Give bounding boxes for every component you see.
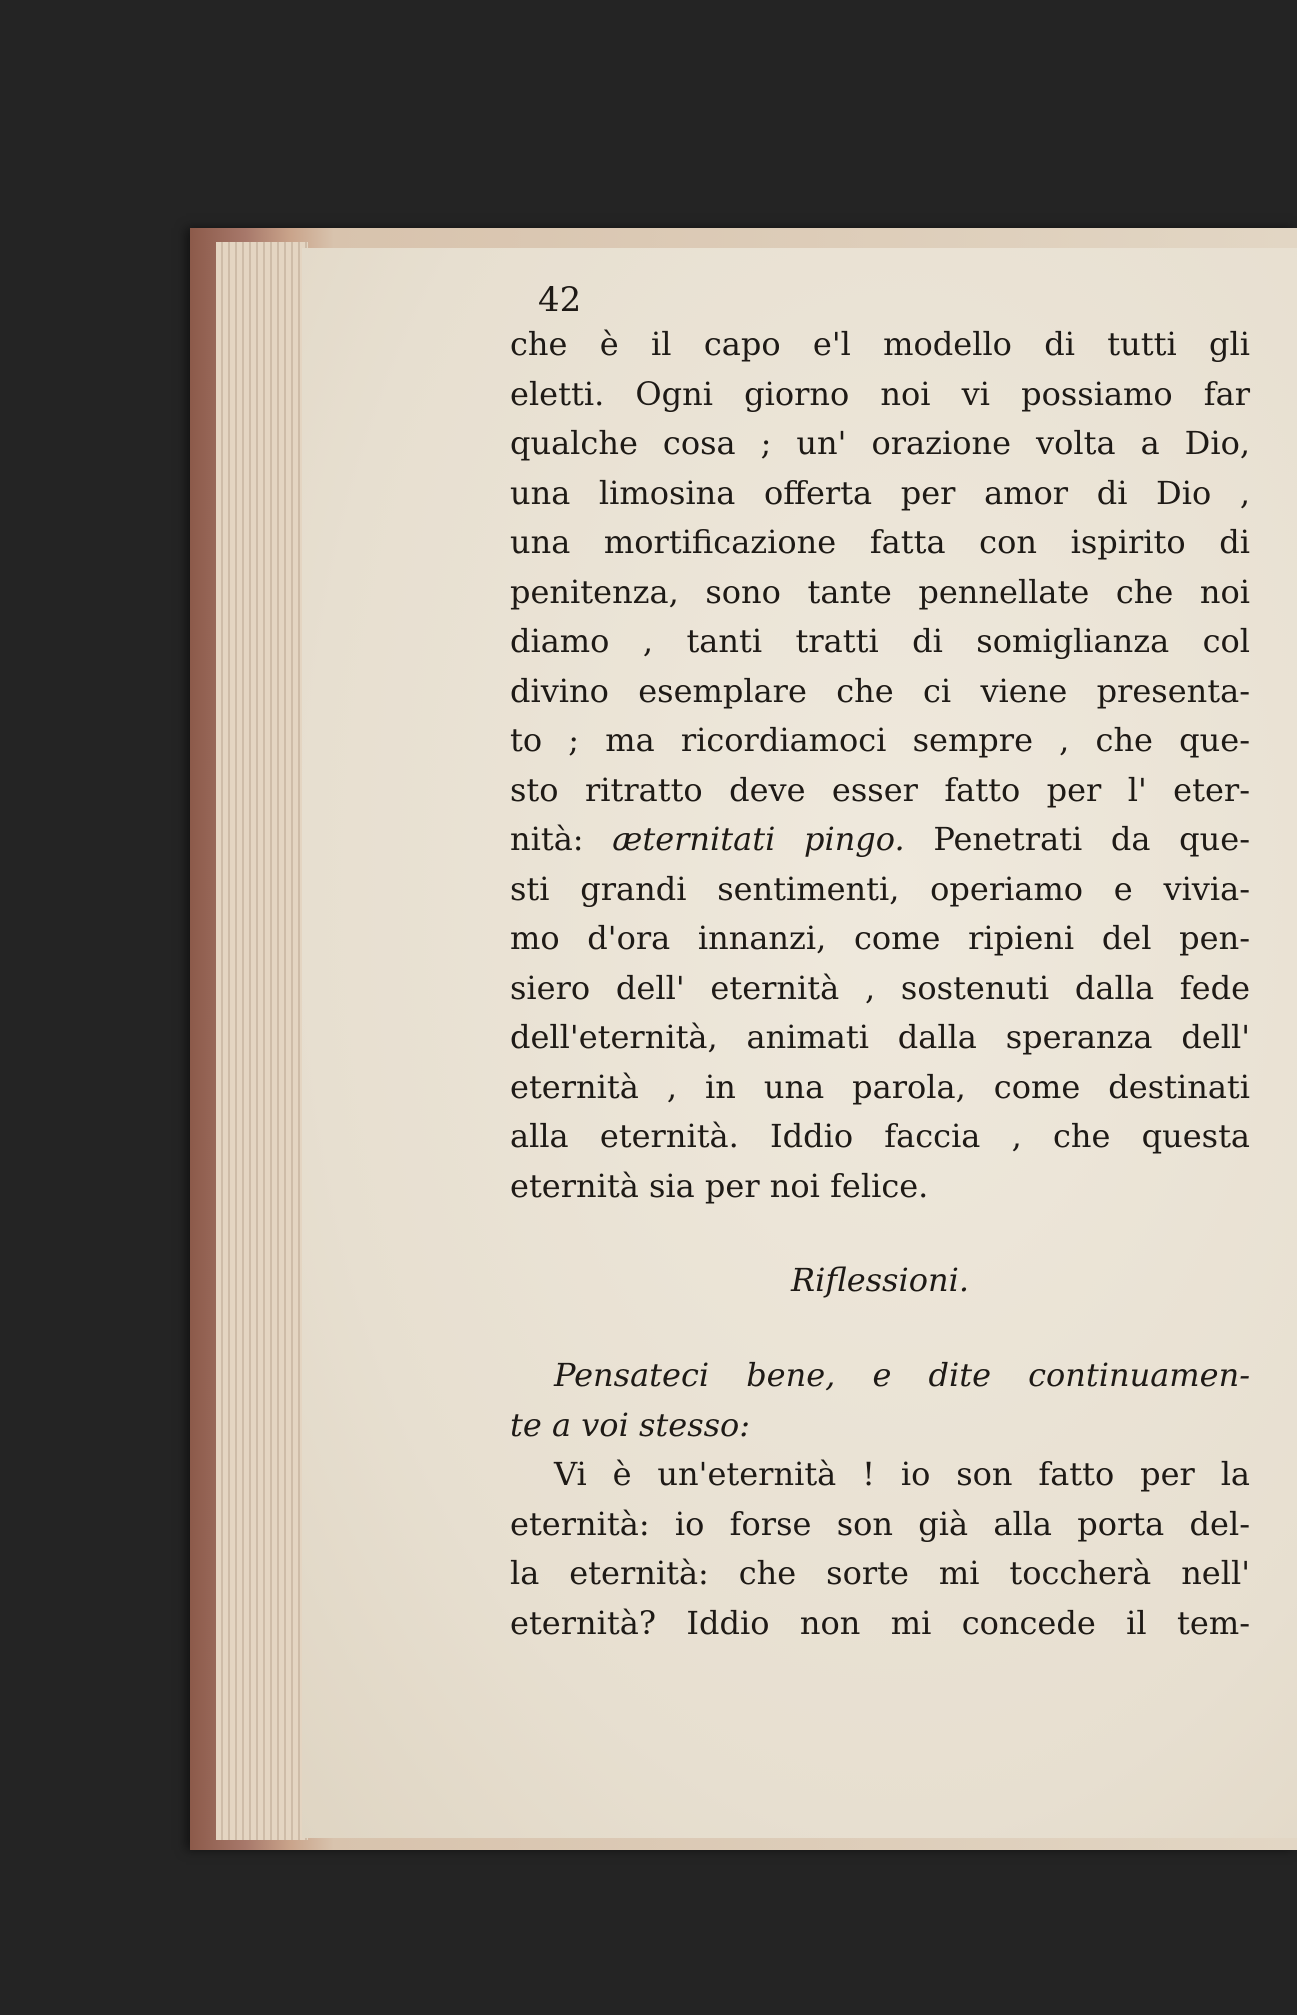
book-page (302, 248, 1297, 1838)
text-line: eletti. Ogni giorno noi vi possiamo far (510, 374, 1250, 413)
text-line: qualche cosa ; un' orazione volta a Dio, (510, 424, 1250, 462)
text-line: alla eternità. Iddio faccia , che questa (510, 1117, 1250, 1155)
text-line: una limosina offerta per amor di Dio , (510, 473, 1250, 512)
text-line: una mortificazione fatta con ispirito di (510, 523, 1250, 561)
text-line: to ; ma ricordiamoci sempre , che que- (510, 721, 1250, 759)
text-line: siero dell' eternità , sostenuti dalla fede (510, 968, 1250, 1007)
text-run: Penetrati da que- (904, 820, 1251, 858)
text-line (510, 815, 1250, 865)
book-spread (190, 228, 1297, 1850)
text-line: mo d'ora innanzi, come ripieni del pen- (510, 919, 1250, 957)
text-line: la eternità: che sorte mi toccherà nell' (510, 1554, 1250, 1592)
text-line: penitenza, sono tante pennellate che noi (510, 572, 1250, 611)
text-line: sti grandi sentimenti, operiamo e vivia- (510, 869, 1250, 908)
text-line: eternità? Iddio non mi concede il tem- (510, 1603, 1250, 1642)
text-line: divino esemplare che ci viene presenta- (510, 671, 1250, 710)
text-run: nità: (510, 820, 613, 858)
page-edges (216, 242, 308, 1840)
text-line: eternità sia per noi felice. (510, 1166, 929, 1205)
text-line: eternità: io forse son già alla porta del- (510, 1504, 1250, 1543)
italic-line: Pensateci bene, e dite continuamen- (554, 1356, 1250, 1394)
italic-line: te a voi stesso: (510, 1405, 751, 1444)
page-number: 42 (538, 280, 582, 320)
text-line: che è il capo e'l modello di tutti gli (510, 325, 1250, 363)
text-line: dell'eternità, animati dalla speranza dell' (510, 1018, 1250, 1056)
latin-quote: æternitati pingo. (612, 820, 905, 858)
page-text (510, 280, 1250, 1648)
section-heading: Riflessioni. (791, 1261, 969, 1299)
text-line: Vi è un'eternità ! io son fatto per la (554, 1455, 1250, 1493)
text-line: eternità , in una parola, come destinati (510, 1067, 1250, 1106)
text-line: diamo , tanti tratti di somiglianza col (510, 622, 1250, 660)
text-line: sto ritratto deve esser fatto per l' eter- (510, 770, 1250, 809)
